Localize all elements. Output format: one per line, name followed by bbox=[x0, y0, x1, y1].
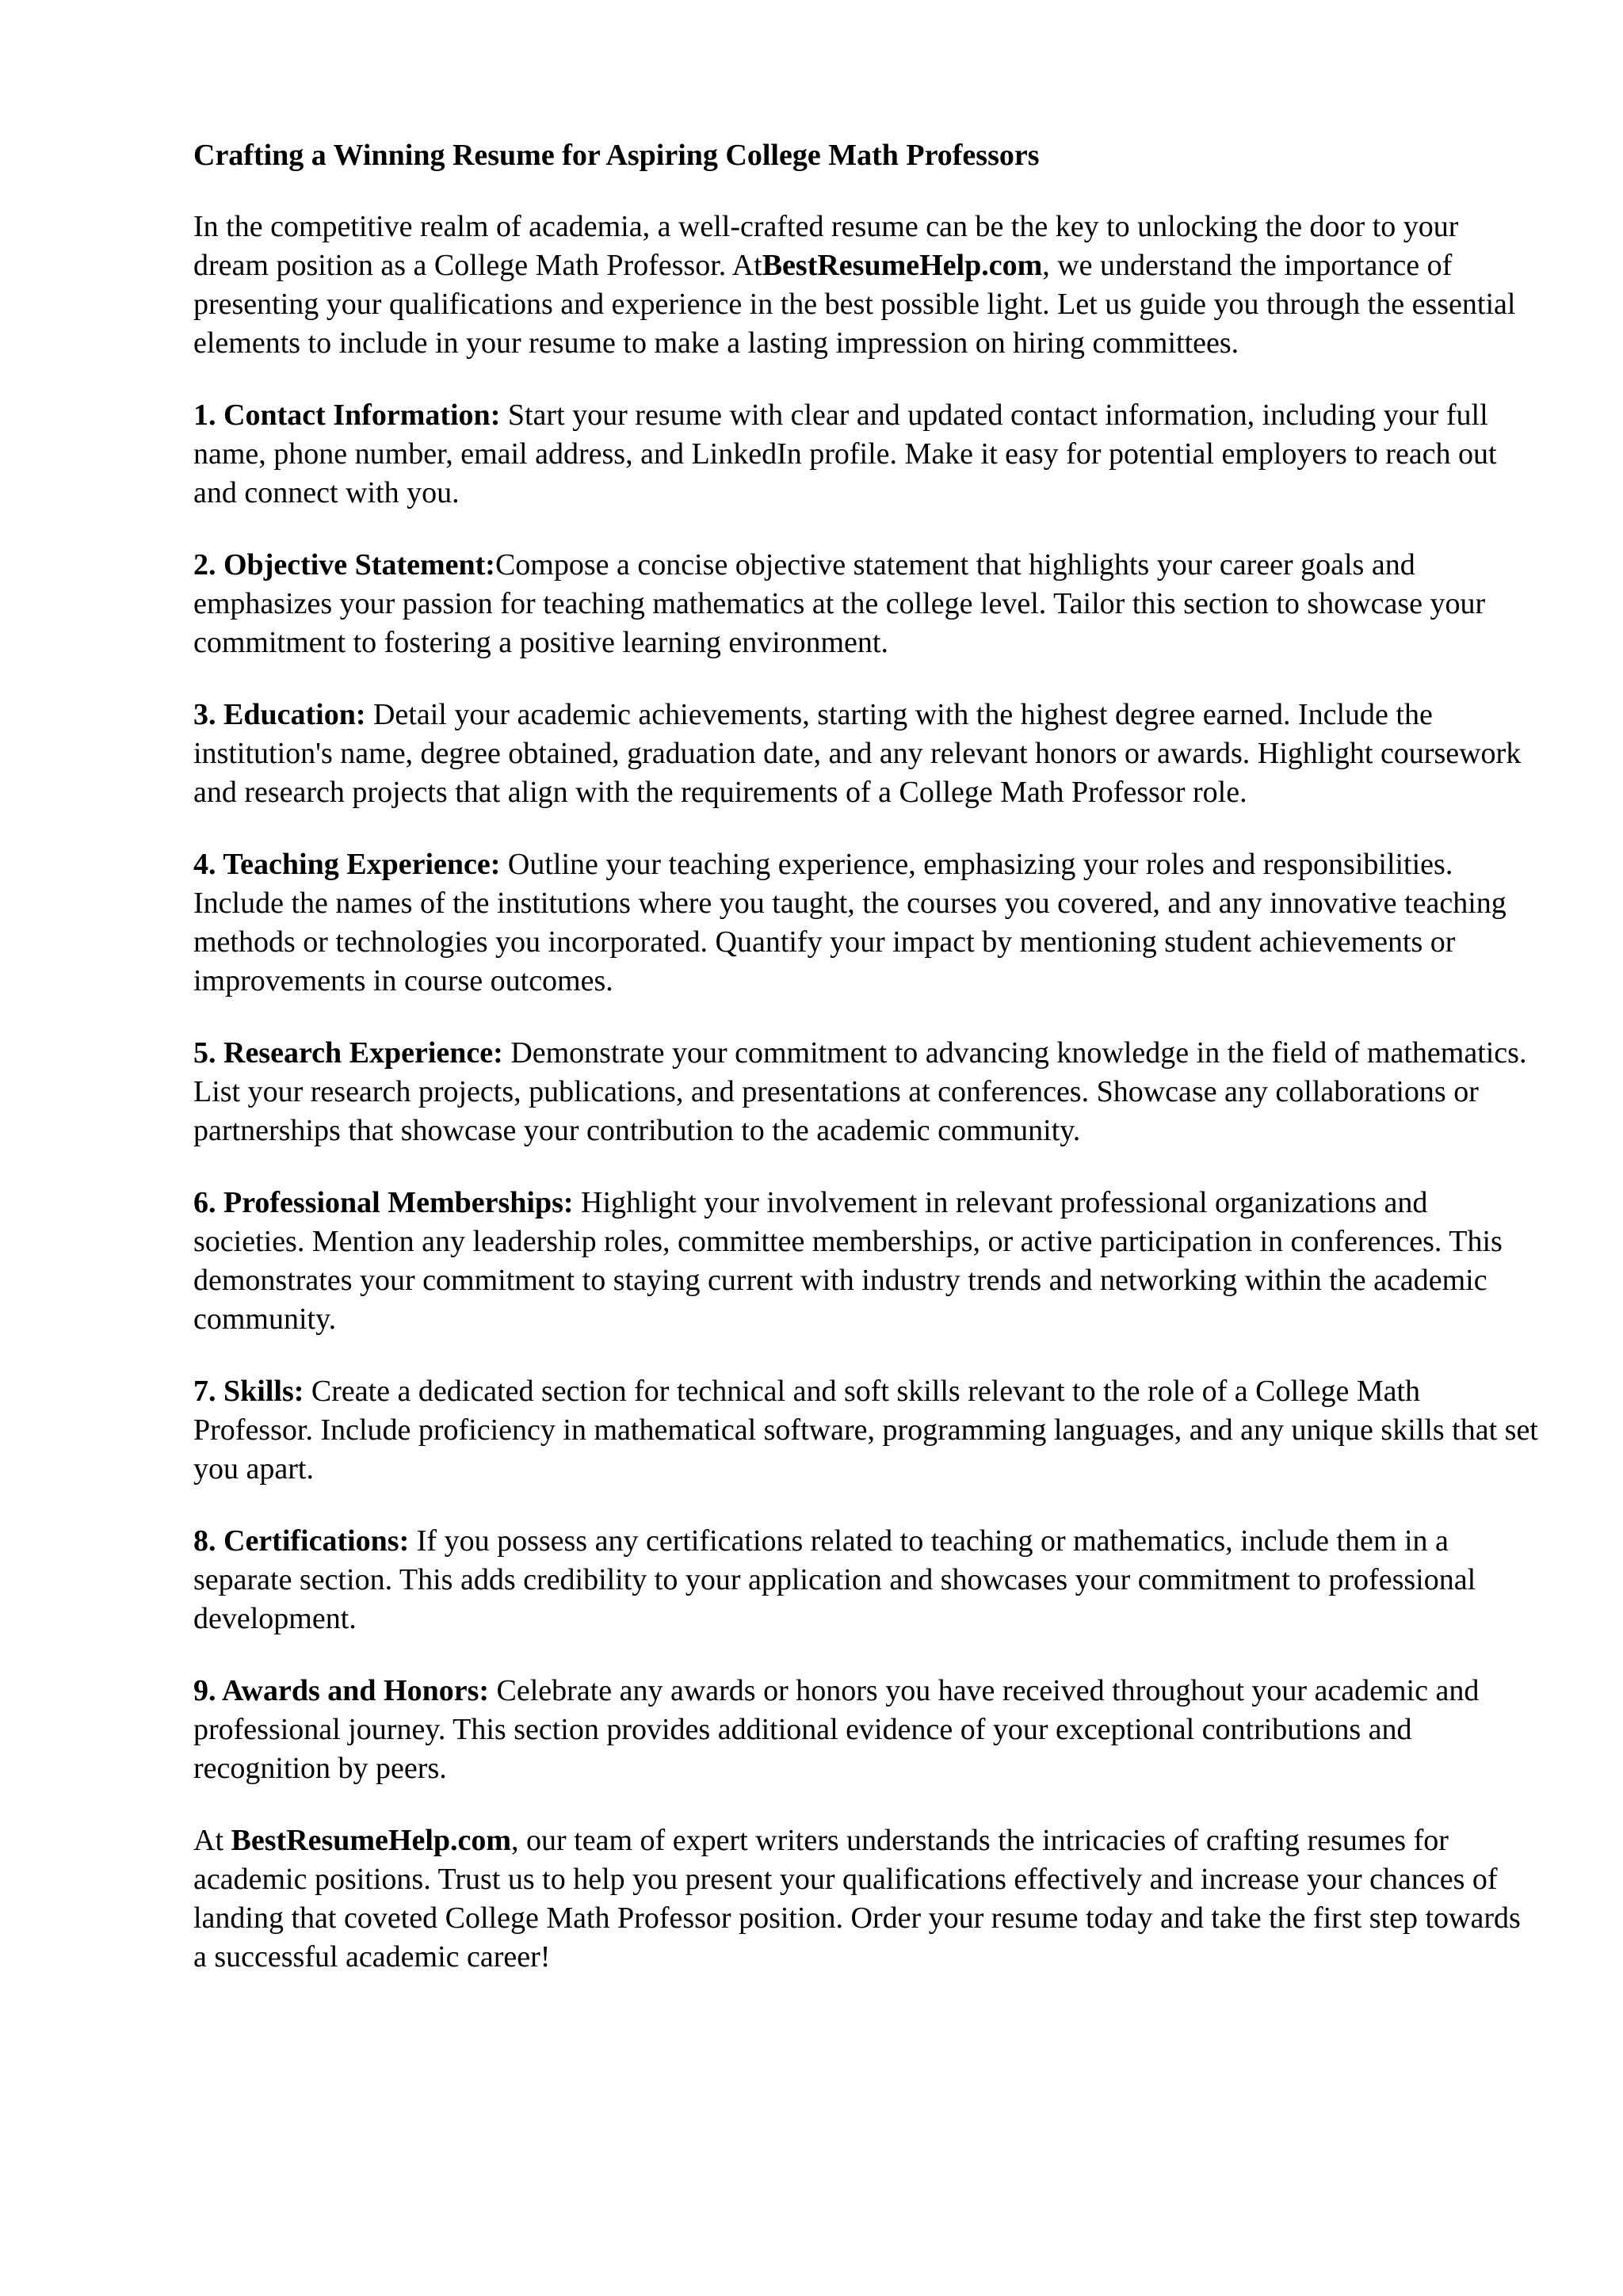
section-body: Compose a concise objective statement that highlights your career goals and emphasizes your passion for teaching mathematics at the college level. Tailor this section to showcase your commitment to fostering a positive learning environment. bbox=[193, 548, 1486, 659]
section-body: Outline your teaching experience, emphasizing your roles and responsibilities. Include the names of the institutions where you taught, the courses you covered, and any innovative teaching methods or technologies you incorporated. Quantify your impact by mentioning student achievements or improvements in course outcomes. bbox=[193, 848, 1507, 997]
section-body: Create a dedicated section for technical and soft skills relevant to the role of a College Math Professor. Include proficiency in mathematical software, programming languages, and any unique skills that set you apart. bbox=[193, 1375, 1538, 1486]
section-teaching-experience bbox=[193, 845, 1541, 1001]
section-heading: 1. Contact Information: bbox=[193, 399, 501, 432]
section-body: If you possess any certifications related to teaching or mathematics, include them in a separate section. This adds credibility to your application and showcases your commitment to professional development. bbox=[193, 1524, 1476, 1635]
section-awards-and-honors bbox=[193, 1672, 1541, 1788]
section-certifications bbox=[193, 1522, 1541, 1638]
section-heading: 6. Professional Memberships: bbox=[193, 1186, 574, 1219]
document-page bbox=[193, 136, 1541, 2010]
document-title: Crafting a Winning Resume for Aspiring College Math Professors bbox=[193, 139, 1040, 172]
section-body: Start your resume with clear and updated contact information, including your full name, phone number, email address, and LinkedIn profile. Make it easy for potential employers to reach out and connect with you. bbox=[193, 399, 1497, 509]
intro-brand: BestResumeHelp.com bbox=[762, 249, 1043, 282]
intro-paragraph bbox=[193, 208, 1541, 363]
section-body: Highlight your involvement in relevant professional organizations and societies. Mention any leadership roles, committee memberships, or active participation in conferences. This demonstrates your commitment to staying current with industry trends and networking within the academic community. bbox=[193, 1186, 1503, 1336]
section-body: Celebrate any awards or honors you have received throughout your academic and professional journey. This section provides additional evidence of your exceptional contributions and recognition by peers. bbox=[193, 1674, 1480, 1785]
section-heading: 2. Objective Statement: bbox=[193, 548, 495, 582]
intro-text-after: , we understand the importance of presenting your qualifications and experience in the best possible light. Let us guide you through the essential elements to include in your resume to make a lasting impression on hiring committees. bbox=[193, 249, 1516, 360]
section-research-experience bbox=[193, 1034, 1541, 1150]
section-skills bbox=[193, 1372, 1541, 1489]
section-contact-information bbox=[193, 396, 1541, 513]
section-heading: 7. Skills: bbox=[193, 1375, 304, 1408]
section-heading: 5. Research Experience: bbox=[193, 1036, 503, 1070]
closing-brand: BestResumeHelp.com bbox=[231, 1824, 512, 1857]
intro-text-before: In the competitive realm of academia, a well-crafted resume can be the key to unlocking the door to your dream position as a College Math Professor. At bbox=[193, 210, 1459, 282]
section-body: Detail your academic achievements, starting with the highest degree earned. Include the institution's name, degree obtained, graduation date, and any relevant honors or awards. Highlight coursework and research projects that align with the requirements of a College Math Professor role. bbox=[193, 698, 1522, 809]
closing-text-before: At bbox=[193, 1824, 231, 1857]
section-education bbox=[193, 696, 1541, 812]
section-heading: 3. Education: bbox=[193, 698, 366, 731]
section-body: Demonstrate your commitment to advancing knowledge in the field of mathematics. List your research projects, publications, and presentations at conferences. Showcase any collaborations or partnerships that showcase your contribution to the academic community. bbox=[193, 1036, 1527, 1147]
section-heading: 9. Awards and Honors: bbox=[193, 1674, 490, 1707]
section-objective-statement bbox=[193, 546, 1541, 662]
section-professional-memberships bbox=[193, 1184, 1541, 1339]
section-heading: 4. Teaching Experience: bbox=[193, 848, 501, 881]
section-heading: 8. Certifications: bbox=[193, 1524, 410, 1558]
closing-text-after: , our team of expert writers understands the intricacies of crafting resumes for academic positions. Trust us to help you present your qualifications effectively and increase your chances of landing that coveted College Math Professor position. Order your resume today and take the first step towards a successful academic career! bbox=[193, 1824, 1521, 1974]
closing-paragraph bbox=[193, 1821, 1541, 1977]
